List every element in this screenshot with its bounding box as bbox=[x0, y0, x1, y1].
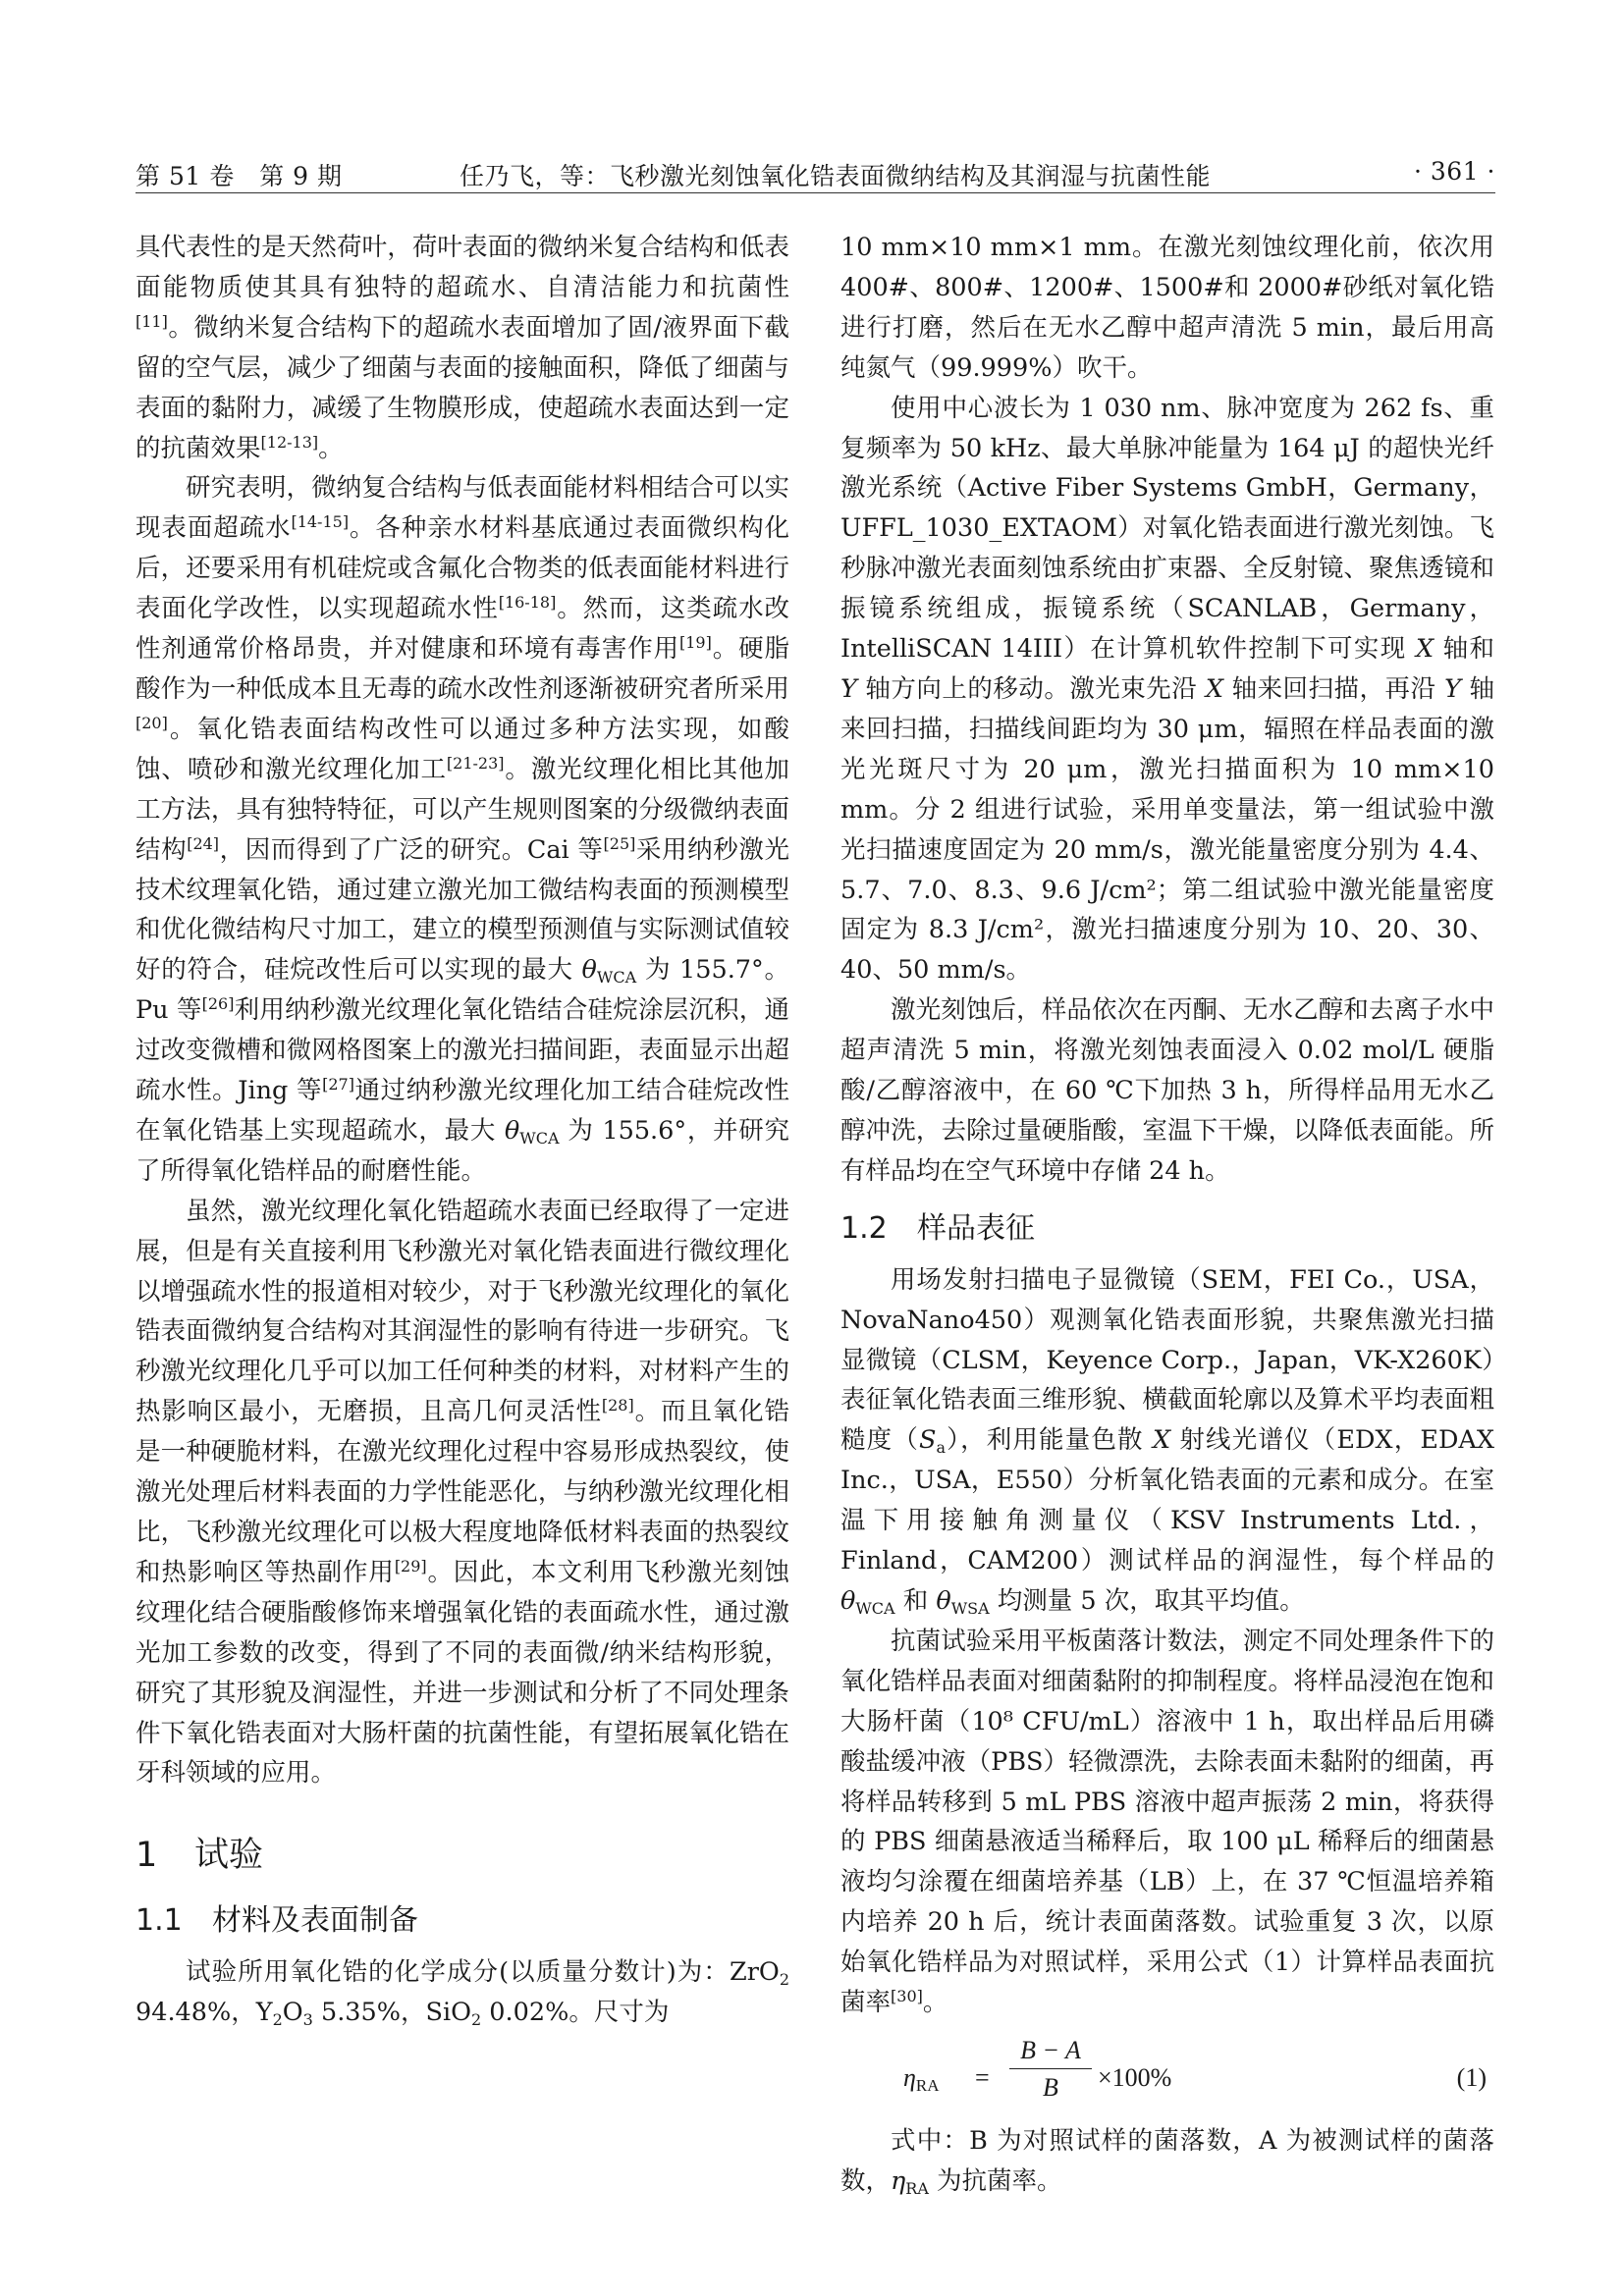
running-header bbox=[135, 147, 1495, 192]
paragraph: 使用中心波长为 1 030 nm、脉冲宽度为 262 fs、重复频率为 50 kHz、最大单脉冲能量为 164 μJ 的超快光纤激光系统（Active Fiber Systems GmbH，Germany，UFFL_1030_EXTAOM）对氧化锆表面进行激光刻蚀。飞秒脉冲激光表面刻蚀系统由扩束器、全反射镜、聚焦透镜和振镜系统组成，振镜系统（SCANLAB，Germany，IntelliSCAN 14III）在计算机软件控制下可实现 X 轴和 Y 轴方向上的移动。激光束先沿 X 轴来回扫描，再沿 Y 轴来回扫描，扫描线间距均为 30 μm，辐照在样品表面的激光光斑尺寸为 20 μm，激光扫描面积为 10 mm×10 mm。分 2 组进行试验，采用单变量法，第一组试验中激光扫描速度固定为 20 mm/s，激光能量密度分别为 4.4、5.7、7.0、8.3、9.6 J/cm²；第二组试验中激光能量密度固定为 8.3 J/cm²，激光扫描速度分别为 10、20、30、40、50 mm/s。 bbox=[840, 393, 1494, 986]
equation-antibacterial-rate bbox=[840, 2029, 1494, 2117]
paragraph: 虽然，激光纹理化氧化锆超疏水表面已经取得了一定进展，但是有关直接利用飞秒激光对氧化锆表面进行微纹理化以增强疏水性的报道相对较少，对于飞秒激光纹理化的氧化锆表面微纳复合结构对其润湿性的影响有待进一步研究。飞秒激光纹理化几乎可以加工任何种类的材料，对材料产生的热影响区最小，无磨损，且高几何灵活性[28]。而且氧化锆是一种硬脆材料，在激光纹理化过程中容易形成热裂纹，使激光处理后材料表面的力学性能恶化，与纳秒激光纹理化相比，飞秒激光纹理化可以极大程度地降低材料表面的热裂纹和热影响区等热副作用[29]。因此，本文利用飞秒激光刻蚀纹理化结合硬脂酸修饰来增强氧化锆的表面疏水性，通过激光加工参数的改变，得到了不同的表面微/纳米结构形貌，研究了其形貌及润湿性，并进一步测试和分析了不同处理条件下氧化锆表面对大肠杆菌的抗菌性能，有望拓展氧化锆在牙科领域的应用。 bbox=[135, 1196, 789, 1789]
subsection-number: 1.2 bbox=[840, 1210, 888, 1246]
section-heading bbox=[135, 1831, 789, 1880]
subsection-title: 样品表征 bbox=[917, 1210, 1035, 1246]
paragraph: 试验所用氧化锆的化学成分(以质量分数计)为：ZrO$_2$ 94.48%，$Y_2O_3$ 5.35%，SiO$_2$ 0.02%。尺寸为 bbox=[135, 1957, 789, 2030]
equation-fraction bbox=[1009, 2033, 1092, 2107]
fraction-numerator: B − A bbox=[1009, 2033, 1092, 2069]
equation-multiplier: ×100% bbox=[1098, 2062, 1172, 2092]
subsection-title: 材料及表面制备 bbox=[212, 1903, 418, 1939]
section-number: 1 bbox=[135, 1836, 158, 1876]
subsection-heading bbox=[840, 1205, 1494, 1253]
paragraph: 式中：B 为对照试样的菌落数，A 为被测试样的菌落数，$\eta_{RA}$ 为抗菌率。 bbox=[840, 2125, 1494, 2198]
equation-lhs: $\eta_{RA}$ bbox=[903, 2062, 940, 2095]
section-title: 试验 bbox=[194, 1836, 264, 1876]
header-rule bbox=[135, 192, 1495, 193]
fraction-denominator: B bbox=[1043, 2072, 1058, 2102]
paragraph: 抗菌试验采用平板菌落计数法，测定不同处理条件下的氧化锆样品表面对细菌黏附的抑制程度。将样品浸泡在饱和大肠杆菌（10⁸ CFU/mL）溶液中 1 h，取出样品后用磷酸盐缓冲液（PBS）轻微漂洗，去除表面未黏附的细菌，再将样品转移到 5 mL PBS 溶液中超声振荡 2 min，将获得的 PBS 细菌悬液适当稀释后，取 100 μL 稀释后的细菌悬液均匀涂覆在细菌培养基（LB）上，在 37 ℃恒温培养箱内培养 20 h 后，统计表面菌落数。试验重复 3 次，以原始氧化锆样品为对照试样，采用公式（1）计算样品表面抗菌率[30]。 bbox=[840, 1626, 1494, 2018]
equation-number: (1) bbox=[1456, 2062, 1487, 2092]
paragraph: 激光刻蚀后，样品依次在丙酮、无水乙醇和去离子水中超声清洗 5 min，将激光刻蚀表面浸入 0.02 mol/L 硬脂酸/乙醇溶液中，在 60 ℃下加热 3 h，所得样品用无水乙醇冲洗，去除过量硬脂酸，室温下干燥，以降低表面能。所有样品均在空气环境中存储 24 h。 bbox=[840, 995, 1494, 1186]
journal-volume-issue: 第 51 卷 第 9 期 bbox=[135, 162, 343, 190]
subsection-number: 1.1 bbox=[135, 1903, 183, 1939]
page-number: · 361 · bbox=[1413, 157, 1495, 186]
equation-equals: = bbox=[975, 2062, 990, 2092]
paragraph: 用场发射扫描电子显微镜（SEM，FEI Co.，USA，NovaNano450）观测氧化锆表面形貌，共聚焦激光扫描显微镜（CLSM，Keyence Corp.，Japan，VK-X260K）表征氧化锆表面三维形貌、横截面轮廓以及算术平均表面粗糙度$(S_a)$，利用能量色散 X 射线光谱仪（EDX，EDAX Inc.，USA，E550）分析氧化锆表面的元素和成分。在室温下用接触角测量仪（KSV Instruments Ltd.，Finland，CAM200）测试样品的润湿性，每个样品的 $\theta_{WCA}$ 和 $\theta_{WSA}$ 均测量 5 次，取其平均值。 bbox=[840, 1264, 1494, 1618]
running-title: 任乃飞，等：飞秒激光刻蚀氧化锆表面微纳结构及其润湿与抗菌性能 bbox=[460, 162, 1212, 190]
paragraph: 10 mm×10 mm×1 mm。在激光刻蚀纹理化前，依次用 400#、800#、1200#、1500#和 2000#砂纸对氧化锆进行打磨，然后在无水乙醇中超声清洗 5 min，最后用高纯氮气（99.999%）吹干。 bbox=[840, 233, 1494, 383]
paragraph: 研究表明，微纳复合结构与低表面能材料相结合可以实现表面超疏水[14-15]。各种亲水材料基底通过表面微织构化后，还要采用有机硅烷或含氟化合物类的低表面能材料进行表面化学改性，以实现超疏水性[16-18]。然而，这类疏水改性剂通常价格昂贵，并对健康和环境有毒害作用[19]。硬脂酸作为一种低成本且无毒的疏水改性剂逐渐被研究者所采用[20]。氧化锆表面结构改性可以通过多种方法实现，如酸蚀、喷砂和激光纹理化加工[21-23]。激光纹理化相比其他加工方法，具有独特特征，可以产生规则图案的分级微纳表面结构[24]，因而得到了广泛的研究。Cai 等[25]采用纳秒激光技术纹理氧化锆，通过建立激光加工微结构表面的预测模型和优化微结构尺寸加工，建立的模型预测值与实际测试值较好的符合，硅烷改性后可以实现的最大 $\theta_{WCA}$ 为 155.7°。Pu 等[26]利用纳秒激光纹理化氧化锆结合硅烷涂层沉积，通过改变微槽和微网格图案上的激光扫描间距，表面显示出超疏水性。Jing 等[27]通过纳秒激光纹理化加工结合硅烷改性在氧化锆基上实现超疏水，最大 $\theta_{WCA}$ 为 155.6°，并研究了所得氧化锆样品的耐磨性能。 bbox=[135, 473, 789, 1186]
subsection-heading bbox=[135, 1897, 789, 1945]
left-column bbox=[135, 228, 789, 2033]
paragraph: 具代表性的是天然荷叶，荷叶表面的微纳米复合结构和低表面能物质使其具有独特的超疏水、自清洁能力和抗菌性[11]。微纳米复合结构下的超疏水表面增加了固/液界面下截留的空气层，减少了细菌与表面的接触面积，降低了细菌与表面的黏附力，减缓了生物膜形成，使超疏水表面达到一定的抗菌效果[12-13]。 bbox=[135, 233, 789, 463]
right-column bbox=[840, 228, 1494, 2202]
